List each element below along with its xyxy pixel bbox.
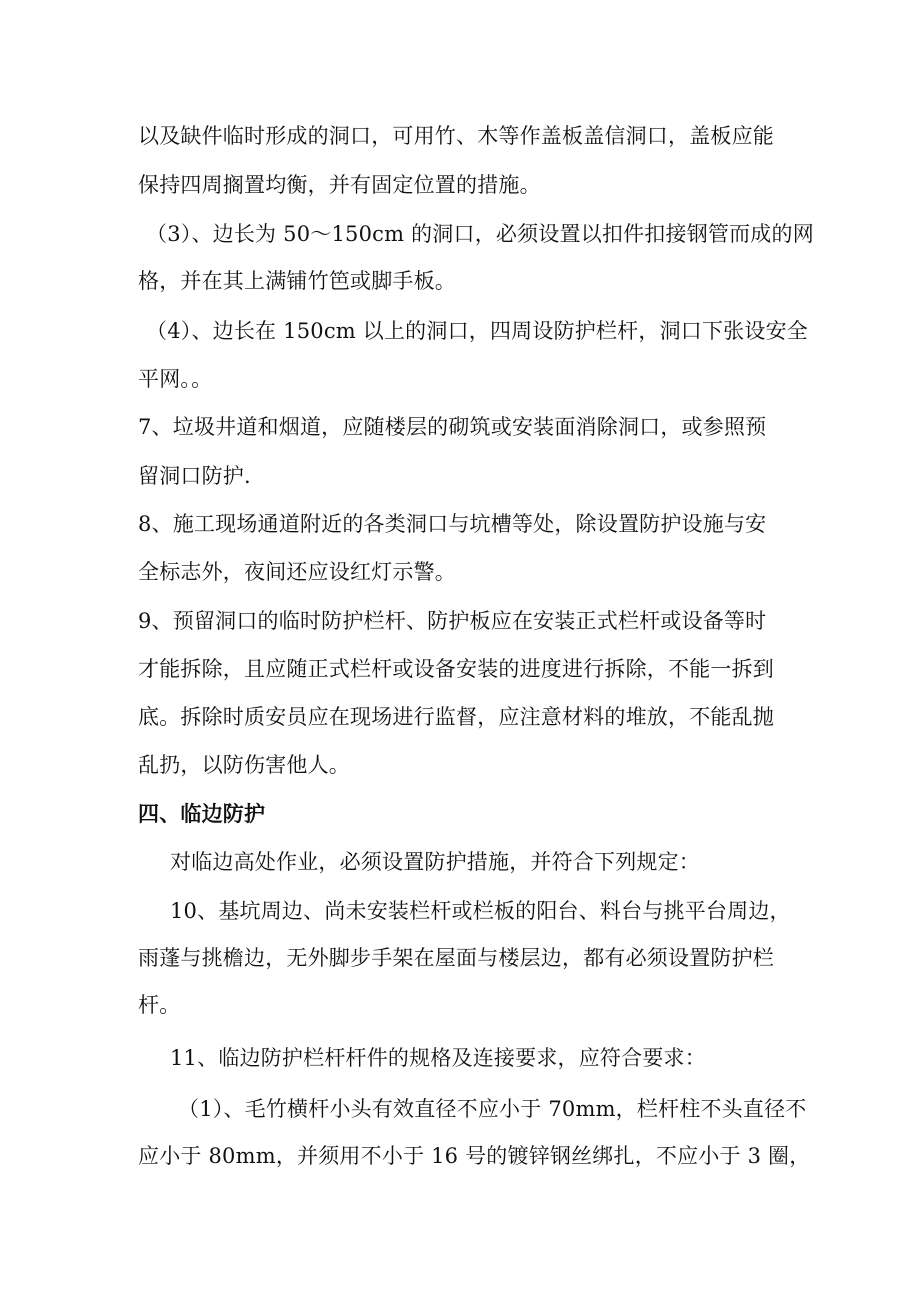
text-line: 全标志外，夜间还应设红灯示警。 — [138, 560, 456, 584]
text-line: 以及缺件临时形成的洞口，可用竹、木等作盖板盖信洞口，盖板应能 — [138, 124, 774, 148]
text-line: （3）、边长为 50～150cm 的洞口，必须设置以扣件扣接钢管而成的网 — [146, 222, 814, 246]
text-line: 平网。。 — [138, 367, 213, 391]
text-line: 乱扔，以防伤害他人。 — [138, 753, 350, 777]
text-line: 8、施工现场通道附近的各类洞口与坑槽等处，除设置防护设施与安 — [138, 512, 767, 536]
text-line: 7、垃圾井道和烟道，应随楼层的砌筑或安装面消除洞口，或参照预 — [138, 415, 767, 439]
text-line: （1）、毛竹横杆小头有效直径不应小于 70mm，栏杆柱不头直径不 — [178, 1097, 807, 1121]
text-line: 9、预留洞口的临时防护栏杆、防护板应在安装正式栏杆或设备等时 — [138, 609, 767, 633]
text-line: （4）、边长在 150cm 以上的洞口，四周设防护栏杆，洞口下张设安全 — [146, 319, 808, 343]
text-line: 10、基坑周边、尚未安装栏杆或栏板的阳台、料台与挑平台周边， — [170, 899, 791, 923]
section-heading: 四、临边防护 — [138, 802, 266, 826]
text-line: 应小于 80mm，并须用不小于 16 号的镀锌钢丝绑扎，不应小于 3 圈， — [138, 1144, 811, 1168]
text-line: 才能拆除，且应随正式栏杆或设备安装的进度进行拆除，不能一拆到 — [138, 657, 774, 681]
text-line: 格，并在其上满铺竹笆或脚手板。 — [138, 269, 456, 293]
text-line: 对临边高处作业，必须设置防护措施，并符合下列规定： — [170, 850, 700, 874]
text-line: 底。拆除时质安员应在现场进行监督，应注意材料的堆放，不能乱抛 — [138, 705, 774, 729]
text-line: 留洞口防护. — [138, 464, 251, 488]
text-line: 保持四周搁置均衡，并有固定位置的措施。 — [138, 173, 541, 197]
text-line: 11、临边防护栏杆杆件的规格及连接要求，应符合要求： — [170, 1046, 706, 1070]
text-line: 雨蓬与挑檐边，无外脚步手架在屋面与楼层边，都有必须设置防护栏 — [138, 946, 774, 970]
text-line: 杆。 — [138, 993, 181, 1017]
